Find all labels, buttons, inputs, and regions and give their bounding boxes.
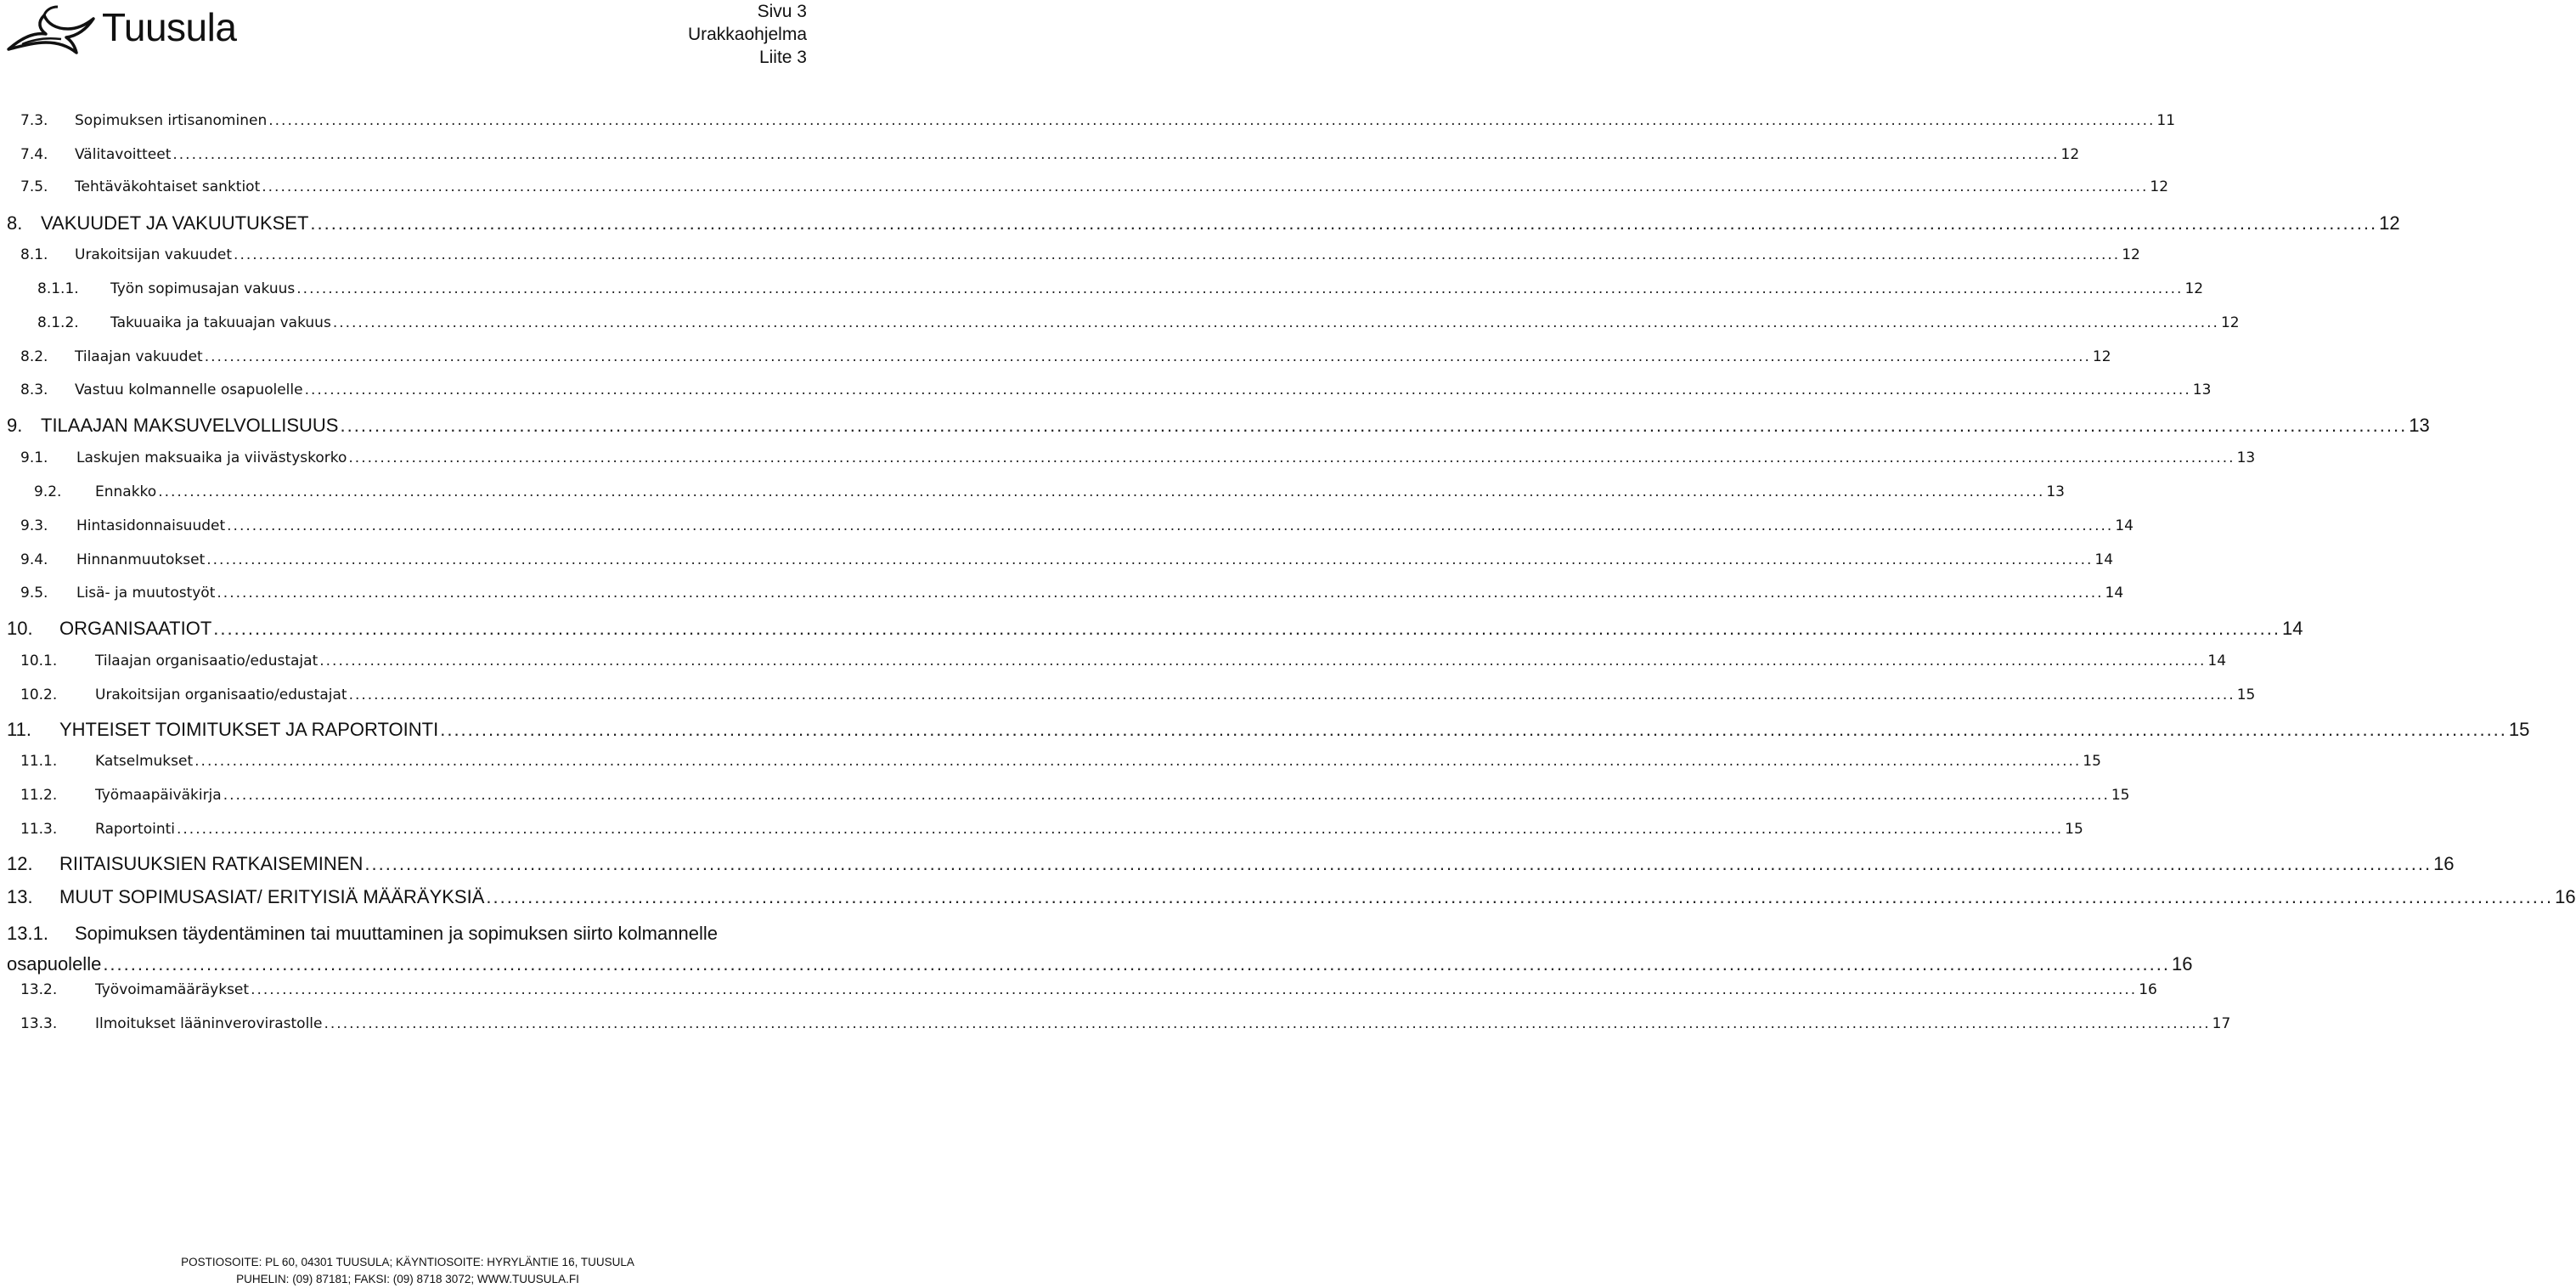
toc-entry-page: 12 — [2379, 212, 2400, 234]
toc-leader-dots: ............................................................................................................................................................................................................................................................................................................ — [234, 246, 2121, 263]
toc-entry-number: 9. — [7, 415, 23, 436]
toc-entry-number: 8.3. — [20, 381, 48, 398]
toc-entry — [0, 718, 2530, 752]
toc-entry-number: 7.4. — [20, 146, 48, 163]
toc-entry-title: Laskujen maksuaika ja viivästyskorko — [76, 449, 347, 466]
footer-address: POSTIOSOITE: PL 60, 04301 TUUSULA; KÄYNTIOSOITE: HYRYLÄNTIE 16, TUUSULA — [181, 1256, 634, 1268]
toc-entry — [0, 516, 2134, 550]
toc-entry-page: 16 — [2555, 886, 2576, 907]
toc-entry-number: 8.1.1. — [37, 280, 79, 297]
toc-entry-number: 11. — [7, 719, 31, 740]
toc-entry-page: 14 — [2115, 517, 2134, 534]
toc-entry-page: 12 — [2150, 178, 2169, 195]
header-meta — [688, 0, 807, 69]
toc-entry-number: 10. — [7, 618, 33, 639]
toc-entry-number: 9.1. — [20, 449, 48, 466]
toc-entry-title: Tilaajan organisaatio/edustajat — [95, 652, 318, 669]
toc-entry — [0, 245, 2140, 279]
toc-entry-title-continued: osapuolelle — [7, 953, 102, 974]
toc-entry-number: 11.1. — [20, 753, 58, 770]
toc-entry-title: Vastuu kolmannelle osapuolelle — [75, 381, 303, 398]
toc-leader-dots: ............................................................................................................................................................................................................................................................................................................ — [486, 886, 2554, 907]
toc-entry-number: 13.3. — [20, 1015, 58, 1032]
toc-leader-dots: ............................................................................................................................................................................................................................................................................................................ — [103, 953, 2171, 974]
toc-entry-page: 16 — [2172, 953, 2193, 974]
toc-entry-page: 17 — [2212, 1015, 2231, 1032]
toc-entry — [0, 313, 2240, 347]
toc-entry-title: Sopimuksen täydentäminen tai muuttaminen ja sopimuksen siirto kolmannelle — [75, 923, 718, 944]
logo-text: Tuusula — [102, 5, 237, 49]
toc-entry — [0, 819, 2083, 853]
toc-leader-dots: ............................................................................................................................................................................................................................................................................................................ — [251, 981, 2138, 998]
toc-entry-title: Työmaapäiväkirja — [95, 787, 222, 804]
toc-entry-title: Urakoitsijan vakuudet — [75, 246, 233, 263]
toc-leader-dots: ............................................................................................................................................................................................................................................................................................................ — [217, 585, 2104, 602]
toc-entry — [0, 482, 2065, 516]
toc-entry-number: 11.3. — [20, 821, 58, 838]
toc-leader-dots: ............................................................................................................................................................................................................................................................................................................ — [223, 787, 2110, 804]
toc-entry — [0, 110, 2176, 144]
toc-leader-dots: ............................................................................................................................................................................................................................................................................................................ — [158, 483, 2045, 500]
toc-entry-title: ORGANISAATIOT — [59, 618, 212, 639]
toc-entry — [0, 414, 2430, 448]
toc-entry-title: Sopimuksen irtisanominen — [75, 112, 268, 129]
toc-entry-title: Työvoimamääräykset — [95, 981, 250, 998]
toc-leader-dots: ............................................................................................................................................................................................................................................................................................................ — [227, 517, 2114, 534]
toc-entry — [0, 212, 2400, 246]
toc-entry-page: 13 — [2409, 415, 2430, 436]
toc-entry-number: 8.1.2. — [37, 314, 79, 331]
toc-entry-title: Ilmoitukset lääninverovirastolle — [95, 1015, 323, 1032]
toc-entry-page: 11 — [2156, 112, 2176, 129]
attachment-label: Liite 3 — [758, 48, 807, 67]
toc-leader-dots: ............................................................................................................................................................................................................................................................................................................ — [348, 449, 2235, 466]
toc-entry-page: 16 — [2433, 853, 2455, 874]
toc-entry-page: 13 — [2046, 483, 2065, 500]
toc-entry — [0, 1014, 2231, 1048]
toc-entry — [0, 980, 2157, 1014]
toc-entry — [0, 144, 2080, 178]
toc-entry-page: 12 — [2092, 348, 2111, 365]
page-number: Sivu 3 — [757, 2, 807, 21]
toc-entry-title: MUUT SOPIMUSASIAT/ ERITYISIÄ MÄÄRÄYKSIÄ — [59, 886, 485, 907]
toc-leader-dots: ............................................................................................................................................................................................................................................................................................................ — [172, 146, 2060, 163]
toc-leader-dots: ............................................................................................................................................................................................................................................................................................................ — [319, 652, 2207, 669]
toc-entry-title: Raportointi — [95, 821, 175, 838]
toc-entry — [0, 279, 2204, 313]
toc-leader-dots: ............................................................................................................................................................................................................................................................................................................ — [348, 686, 2235, 703]
toc-entry-page: 12 — [2220, 314, 2240, 331]
toc-entry-page: 13 — [2192, 381, 2212, 398]
toc-entry-title: Ennakko — [95, 483, 157, 500]
toc-entry-number: 9.3. — [20, 517, 48, 534]
toc-entry-page: 13 — [2236, 449, 2256, 466]
toc-entry-number: 11.2. — [20, 787, 58, 804]
toc-entry — [0, 751, 2101, 785]
toc-entry-page: 12 — [2122, 246, 2140, 263]
toc-entry-title: Lisä- ja muutostyöt — [76, 585, 216, 602]
footer-contact: PUHELIN: (09) 87181; FAKSI: (09) 8718 3072; WWW.TUUSULA.FI — [236, 1273, 579, 1285]
bird-logo-icon — [5, 3, 99, 56]
toc-entry — [0, 550, 2114, 584]
page-footer — [0, 1254, 815, 1288]
municipality-logo — [5, 0, 260, 59]
toc-entry-title: Katselmukset — [95, 753, 194, 770]
toc-entry-title: Takuuaika ja takuuajan vakuus — [110, 314, 331, 331]
toc-entry-title: Tehtäväkohtaiset sanktiot — [75, 178, 261, 195]
toc-entry — [0, 583, 2124, 617]
document-title: Urakkaohjelma — [687, 25, 807, 44]
toc-entry-title: Hintasidonnaisuudet — [76, 517, 226, 534]
toc-entry-page: 14 — [2105, 585, 2124, 602]
toc-entry-title: Hinnanmuutokset — [76, 551, 206, 568]
toc-entry-page: 15 — [2111, 787, 2130, 804]
toc-entry-page: 14 — [2281, 618, 2303, 639]
toc-leader-dots: ............................................................................................................................................................................................................................................................................................................ — [177, 821, 2064, 838]
toc-leader-dots: ............................................................................................................................................................................................................................................................................................................ — [340, 415, 2408, 436]
toc-leader-dots: ............................................................................................................................................................................................................................................................................................................ — [364, 853, 2432, 874]
toc-entry-page: 12 — [2060, 146, 2080, 163]
toc-entry-number: 13.1. — [7, 923, 48, 944]
toc-leader-dots: ............................................................................................................................................................................................................................................................................................................ — [262, 178, 2149, 195]
toc-entry-title: YHTEISET TOIMITUKSET JA RAPORTOINTI — [59, 719, 439, 740]
toc-entry-title: VAKUUDET JA VAKUUTUKSET — [41, 212, 309, 234]
toc-entry — [0, 885, 2576, 919]
toc-leader-dots: ............................................................................................................................................................................................................................................................................................................ — [310, 212, 2378, 234]
toc-leader-dots: ............................................................................................................................................................................................................................................................................................................ — [324, 1015, 2211, 1032]
toc-entry-title: Tilaajan vakuudet — [75, 348, 203, 365]
toc-entry-number: 7.5. — [20, 178, 48, 195]
toc-entry — [0, 347, 2111, 381]
toc-entry-number: 10.1. — [20, 652, 58, 669]
toc-leader-dots: ............................................................................................................................................................................................................................................................................................................ — [304, 381, 2191, 398]
toc-leader-dots: ............................................................................................................................................................................................................................................................................................................ — [332, 314, 2219, 331]
toc-leader-dots: ............................................................................................................................................................................................................................................................................................................ — [268, 112, 2156, 129]
toc-entry — [0, 852, 2455, 886]
toc-entry-number: 8. — [7, 212, 23, 234]
toc-entry-page: 16 — [2139, 981, 2157, 998]
toc-entry-page: 15 — [2236, 686, 2256, 703]
toc-entry-number: 10.2. — [20, 686, 58, 703]
toc-entry-number: 9.5. — [20, 585, 48, 602]
toc-leader-dots: ............................................................................................................................................................................................................................................................................................................ — [206, 551, 2094, 568]
toc-entry-title: RIITAISUUKSIEN RATKAISEMINEN — [59, 853, 364, 874]
toc-entry-number: 8.1. — [20, 246, 48, 263]
toc-entry-page: 12 — [2184, 280, 2204, 297]
toc-entry-number: 9.4. — [20, 551, 48, 568]
toc-entry — [0, 785, 2130, 819]
toc-entry-title: Urakoitsijan organisaatio/edustajat — [95, 686, 347, 703]
toc-entry — [0, 448, 2256, 482]
toc-entry-page: 15 — [2065, 821, 2083, 838]
toc-entry — [0, 177, 2169, 211]
toc-leader-dots: ............................................................................................................................................................................................................................................................................................................ — [296, 280, 2184, 297]
toc-entry — [0, 685, 2256, 719]
toc-leader-dots: ............................................................................................................................................................................................................................................................................................................ — [194, 753, 2082, 770]
toc-entry-number: 13. — [7, 886, 33, 907]
toc-entry — [0, 617, 2303, 651]
toc-entry-title: TILAAJAN MAKSUVELVOLLISUUS — [41, 415, 339, 436]
toc-entry-number: 9.2. — [34, 483, 62, 500]
toc-entry — [0, 380, 2212, 414]
toc-entry-page: 15 — [2083, 753, 2101, 770]
toc-entry — [0, 651, 2227, 685]
toc-entry-page: 14 — [2207, 652, 2227, 669]
toc-entry-title: Työn sopimusajan vakuus — [110, 280, 296, 297]
toc-leader-dots: ............................................................................................................................................................................................................................................................................................................ — [213, 618, 2280, 639]
toc-entry-number: 8.2. — [20, 348, 48, 365]
toc-entry-title: Välitavoitteet — [75, 146, 172, 163]
page-header — [0, 0, 815, 85]
toc-entry-number: 12. — [7, 853, 33, 874]
toc-leader-dots: ............................................................................................................................................................................................................................................................................................................ — [440, 719, 2507, 740]
toc-leader-dots: ............................................................................................................................................................................................................................................................................................................ — [204, 348, 2091, 365]
toc-entry-number: 13.2. — [20, 981, 58, 998]
toc-entry-number: 7.3. — [20, 112, 48, 129]
toc-entry-page: 15 — [2508, 719, 2530, 740]
toc-entry-page: 14 — [2094, 551, 2114, 568]
